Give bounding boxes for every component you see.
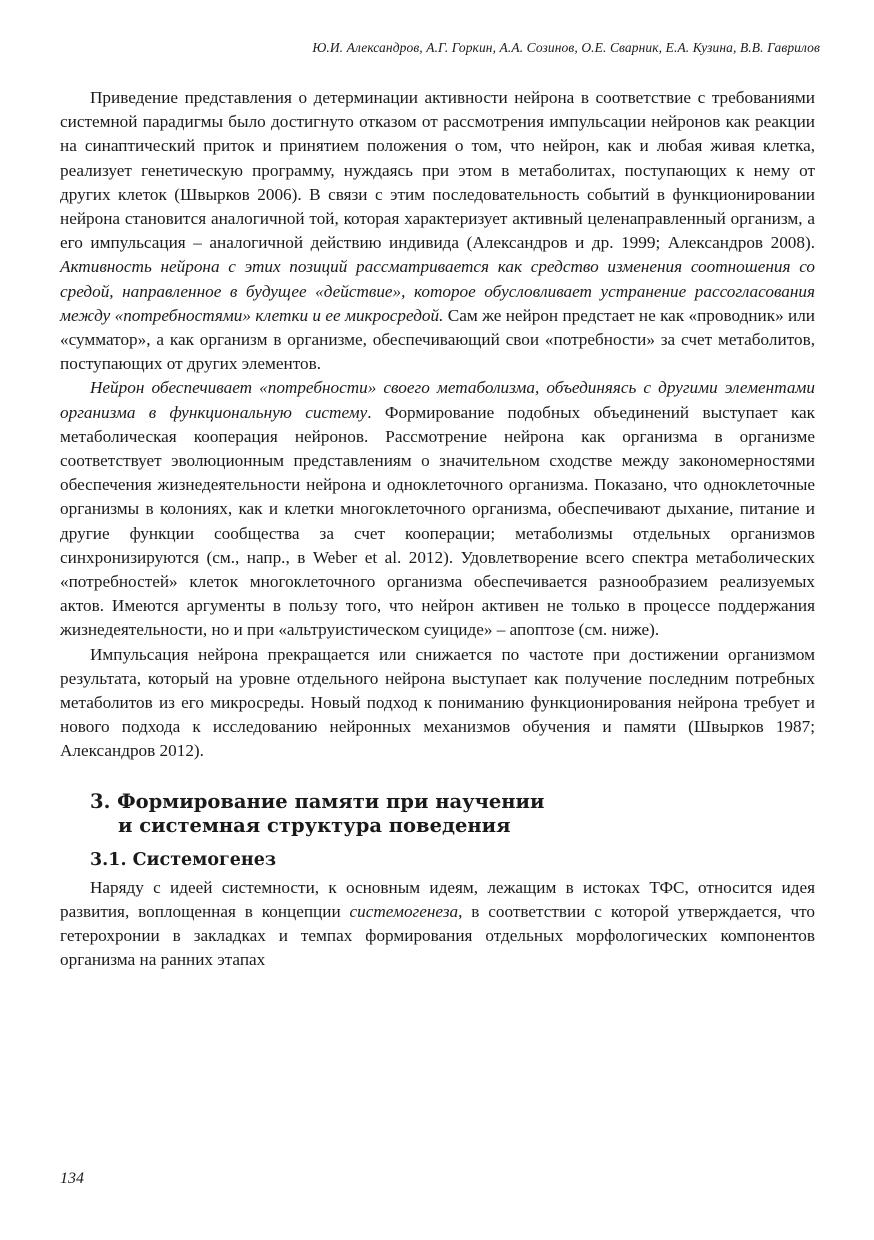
paragraph-4-text: Наряду с идеей системности, к основным идеям, лежащим в истоках ТФС, относится идея развития, воплощенная в концепции: [60, 877, 815, 921]
page-number: 134: [60, 1170, 84, 1187]
section-heading-line1: 3. Формирование памяти при научении: [90, 789, 545, 813]
paragraph-4-text-end: , в соответствии с которой утверждается, что гетерохронии в закладках и темпах формирования отдельных морфологических компонентов организма на ранних этапах: [60, 901, 815, 970]
paragraph-2-text: . Формирование подобных объединений выступает как метаболическая кооперация нейронов. Рассмотрение нейрона как организма в организме соответствует эволюционным представлениям о значительном сходстве между закономерностями обеспечения жизнедеятельности нейрона и одноклеточного организма. Показано, что одноклеточные организмы в колониях, как и клетки многоклеточного организма, обеспечивают дыхание, питание и другие функции сообщества за счет кооперации; метаболизмы отдельных организмов синхронизируются (см., напр., в Weber et al. 2012). Удовлетворение всего спектра метаболических «потребностей» клеток многоклеточного организма обеспечивается разнообразием реализуемых актов. Имеются аргументы в пользу того, что нейрон активен не только в процессе поддержания жизнедеятельности, но и при «альтруистическом суициде» – апоптозе (см. ниже).: [60, 402, 815, 640]
running-header: Ю.И. Александров, А.Г. Горкин, А.А. Созинов, О.Е. Сварник, Е.А. Кузина, В.В. Гаврилов: [312, 40, 820, 55]
paragraph-1-text: Приведение представления о детерминации активности нейрона в соответствие с требованиями системной парадигмы было достигнуто отказом от рассмотрения импульсации нейронов как реакции на синаптический приток и принятием положения о том, что нейрон, как и любая живая клетка, реализует генетическую программу, нуждаясь при этом в метаболитах, поступающих к нему от других клеток (Швырков 2006). В связи с этим последовательность событий в функционировании нейрона становится аналогичной той, которая характеризует активный целенаправленный организм, а его импульсация – аналогичной действию индивида (Александров и др. 1999; Александров 2008).: [60, 88, 815, 253]
section-heading-line2: и системная структура поведения: [118, 813, 511, 837]
body-text: [60, 86, 815, 973]
paragraph-4-italic: системогенеза: [349, 901, 459, 921]
paragraph-1-italic: Активность нейрона с этих позиций рассматривается как средство изменения соотношения со средой, направленное в будущее «действие», которое обусловливает устранение рассогласования между «потребностями» клетки и ее микросредой.: [60, 257, 815, 325]
section-heading: [60, 790, 815, 838]
paragraph-2-italic: Нейрон обеспечивает «потребности» своего метаболизма, объединяясь с другими элементами организма в функциональную систему: [60, 378, 815, 422]
paragraph-1: [60, 86, 815, 376]
paragraph-2: [60, 376, 815, 642]
paragraph-4: [60, 876, 815, 973]
paragraph-1-text-end: Сам же нейрон предстает не как «проводник» или «сумматор», а как организм в организме, обеспечивающий свои «потребности» за счет метаболитов, поступающих от других элементов.: [60, 305, 815, 374]
subsection-heading: 3.1. Системогенез: [90, 849, 277, 870]
paragraph-3: Импульсация нейрона прекращается или снижается по частоте при достижении организмом результата, который на уровне отдельного нейрона выступает как получение последним потребных метаболитов из его микросреды. Новый подход к пониманию функционирования нейрона требует и нового подхода к исследованию нейронных механизмов обучения и памяти (Швырков 1987; Александров 2012).: [60, 644, 815, 761]
